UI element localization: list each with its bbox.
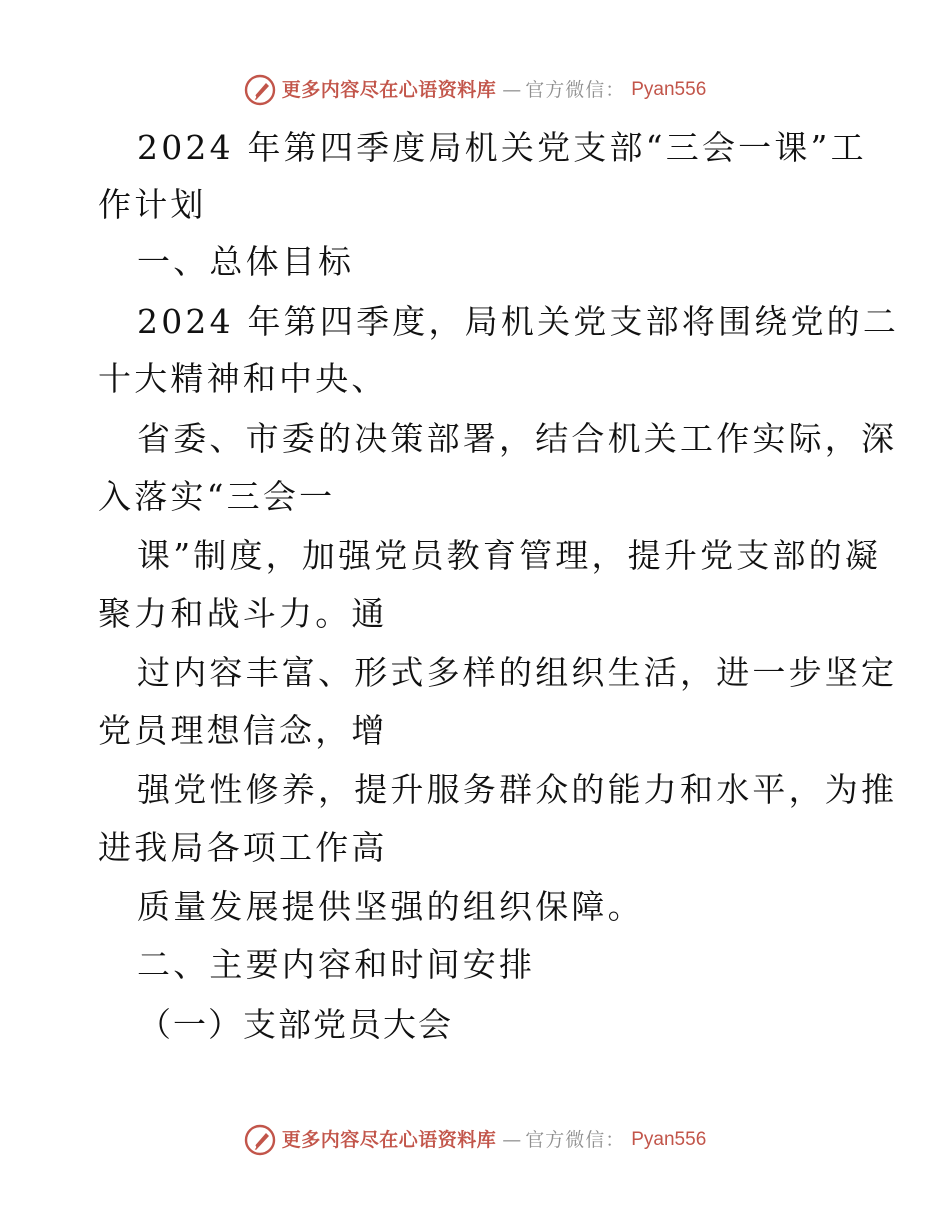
section-heading-1: 一、总体目标	[137, 242, 355, 281]
body-line: 省委、市委的决策部署，结合机关工作实际，深	[137, 419, 898, 458]
watermark-header	[0, 73, 950, 107]
body-line: 聚力和战斗力。通	[98, 594, 388, 633]
watermark-label: 官方微信：	[525, 1129, 626, 1151]
section-heading-2: 二、主要内容和时间安排	[137, 945, 536, 984]
pen-logo-icon	[244, 1124, 276, 1156]
watermark-brand: 更多内容尽在心语资料库	[281, 1129, 497, 1151]
doc-title-line-2: 作计划	[98, 185, 207, 224]
watermark-label: 官方微信：	[525, 79, 626, 101]
watermark-brand: 更多内容尽在心语资料库	[281, 79, 497, 101]
body-line: 过内容丰富、形式多样的组织生活，进一步坚定	[137, 653, 898, 692]
doc-title-line-1: 2024 年第四季度局机关党支部“三会一课”工	[137, 128, 867, 167]
body-line: 入落实“三会一	[98, 477, 336, 516]
body-line: 质量发展提供坚强的组织保障。	[137, 887, 644, 926]
watermark-footer	[0, 1123, 950, 1157]
subsection-heading-1: （一）支部党员大会	[138, 1005, 453, 1044]
body-line: 强党性修养，提升服务群众的能力和水平，为推	[137, 770, 898, 809]
watermark-id: Pyan556	[631, 1129, 707, 1150]
body-line: 课”制度，加强党员教育管理，提升党支部的凝	[137, 536, 882, 575]
pen-logo-icon	[244, 74, 276, 106]
body-line: 2024 年第四季度，局机关党支部将围绕党的二	[137, 302, 900, 341]
watermark-dash: —	[502, 1129, 520, 1151]
body-line: 进我局各项工作高	[98, 828, 388, 867]
watermark-id: Pyan556	[631, 79, 707, 100]
body-line: 党员理想信念，增	[98, 711, 388, 750]
watermark-dash: —	[502, 79, 520, 101]
body-line: 十大精神和中央、	[98, 359, 388, 398]
